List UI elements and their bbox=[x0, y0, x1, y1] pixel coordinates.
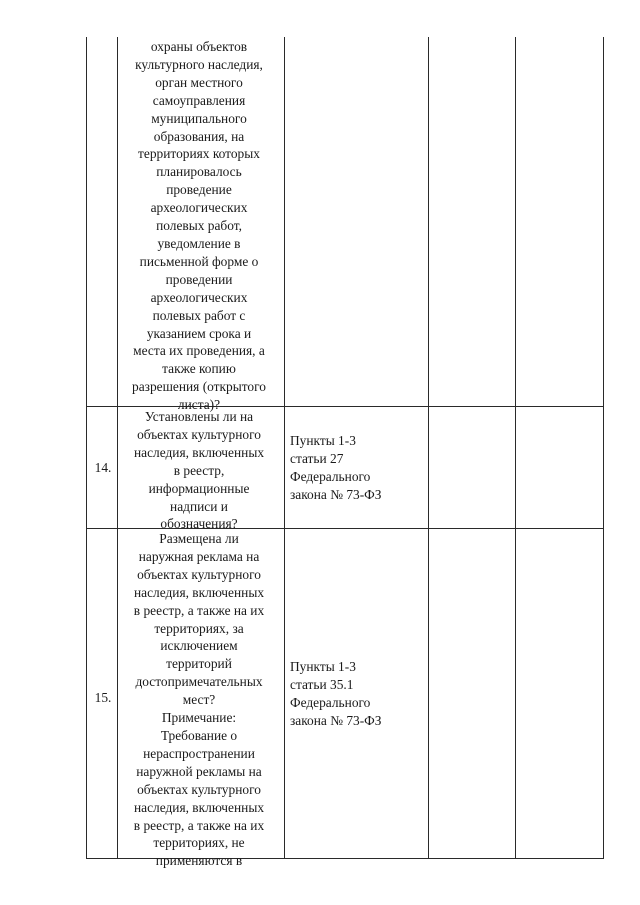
column-divider bbox=[428, 37, 429, 859]
question-cell bbox=[119, 408, 279, 533]
reference-text-line: закона № 73-ФЗ bbox=[290, 486, 382, 502]
question-text-line: муниципального bbox=[151, 110, 247, 126]
row-number: 15. bbox=[94, 690, 112, 705]
question-text-line: указанием срока и bbox=[146, 325, 252, 341]
question-text-line: самоуправления bbox=[152, 92, 246, 108]
question-text-line: надписи и bbox=[170, 498, 228, 514]
column-divider bbox=[117, 37, 118, 859]
question-text-line: разрешения (открытого bbox=[132, 379, 266, 395]
question-text-line: археологических bbox=[150, 200, 248, 216]
column-divider bbox=[515, 37, 516, 859]
question-text-line: также копию bbox=[162, 361, 236, 377]
question-text-line: письменной форме о bbox=[139, 253, 259, 269]
question-text-line: наружная реклама на bbox=[138, 548, 260, 564]
question-text-line: наследия, включенных bbox=[133, 799, 265, 815]
question-text-line: в реестр, bbox=[173, 462, 225, 478]
question-text-line: объектах культурного bbox=[137, 566, 261, 582]
question-text-line: археологических bbox=[150, 289, 248, 305]
question-text-line: проведение bbox=[166, 182, 232, 198]
column-divider bbox=[284, 37, 285, 859]
question-text-line: в реестр, а также на их bbox=[133, 817, 265, 833]
question-text-line: территорий bbox=[166, 656, 232, 672]
question-text-line: места их проведения, а bbox=[133, 343, 265, 359]
question-cell bbox=[119, 530, 279, 870]
question-text-line: охраны объектов bbox=[150, 39, 248, 54]
reference-text-line: Пункты 1-3 bbox=[290, 659, 356, 674]
question-text-line: нераспространении bbox=[143, 745, 255, 761]
question-text-line: объектах культурного bbox=[137, 426, 261, 442]
question-text-line: обозначения? bbox=[160, 516, 238, 532]
question-text-line: информационные bbox=[148, 480, 250, 496]
question-text-line: Установлены ли на bbox=[144, 409, 254, 424]
question-text-line: территориях, за bbox=[154, 620, 244, 636]
question-text-line: уведомление в bbox=[157, 235, 241, 251]
question-cell bbox=[119, 38, 279, 414]
reference-text-line: Федерального bbox=[290, 694, 371, 710]
reference-text-line: статьи 35.1 bbox=[290, 676, 354, 692]
reference-text-line: статьи 27 bbox=[290, 450, 344, 466]
question-text-line: исключением bbox=[160, 638, 238, 654]
reference-cell bbox=[290, 432, 425, 504]
question-text-line: полевых работ, bbox=[156, 218, 242, 234]
question-text-line: наружной рекламы на bbox=[136, 763, 262, 779]
question-text-line: территориях которых bbox=[138, 146, 260, 162]
question-text-line: наследия, включенных bbox=[133, 444, 265, 460]
question-text-line: применяются в bbox=[155, 853, 243, 869]
reference-text-line: Пункты 1-3 bbox=[290, 433, 356, 448]
question-text-line: образования, на bbox=[153, 128, 245, 144]
question-text-line: культурного наследия, bbox=[135, 56, 263, 72]
question-text-line: проведении bbox=[165, 271, 233, 287]
row-number: 14. bbox=[94, 460, 112, 475]
reference-text-line: Федерального bbox=[290, 468, 371, 484]
question-text-line: Примечание: bbox=[161, 710, 237, 726]
question-text-line: Требование о bbox=[160, 727, 238, 743]
question-text-line: достопримечательных bbox=[135, 674, 263, 690]
question-text-line: в реестр, а также на их bbox=[133, 602, 265, 618]
question-text-line: территориях, не bbox=[153, 835, 245, 851]
table-border-left bbox=[86, 37, 87, 859]
question-text-line: объектах культурного bbox=[137, 781, 261, 797]
question-text-line: планировалось bbox=[156, 164, 242, 180]
reference-cell bbox=[290, 658, 425, 730]
question-text-line: орган местного bbox=[155, 74, 243, 90]
question-text-line: Размещена ли bbox=[159, 531, 239, 546]
reference-text-line: закона № 73-ФЗ bbox=[290, 712, 382, 728]
question-text-line: наследия, включенных bbox=[133, 584, 265, 600]
question-text-line: листа)? bbox=[177, 397, 221, 413]
table-border-right bbox=[603, 37, 604, 859]
question-text-line: полевых работ с bbox=[152, 307, 246, 323]
question-text-line: мест? bbox=[182, 692, 216, 708]
